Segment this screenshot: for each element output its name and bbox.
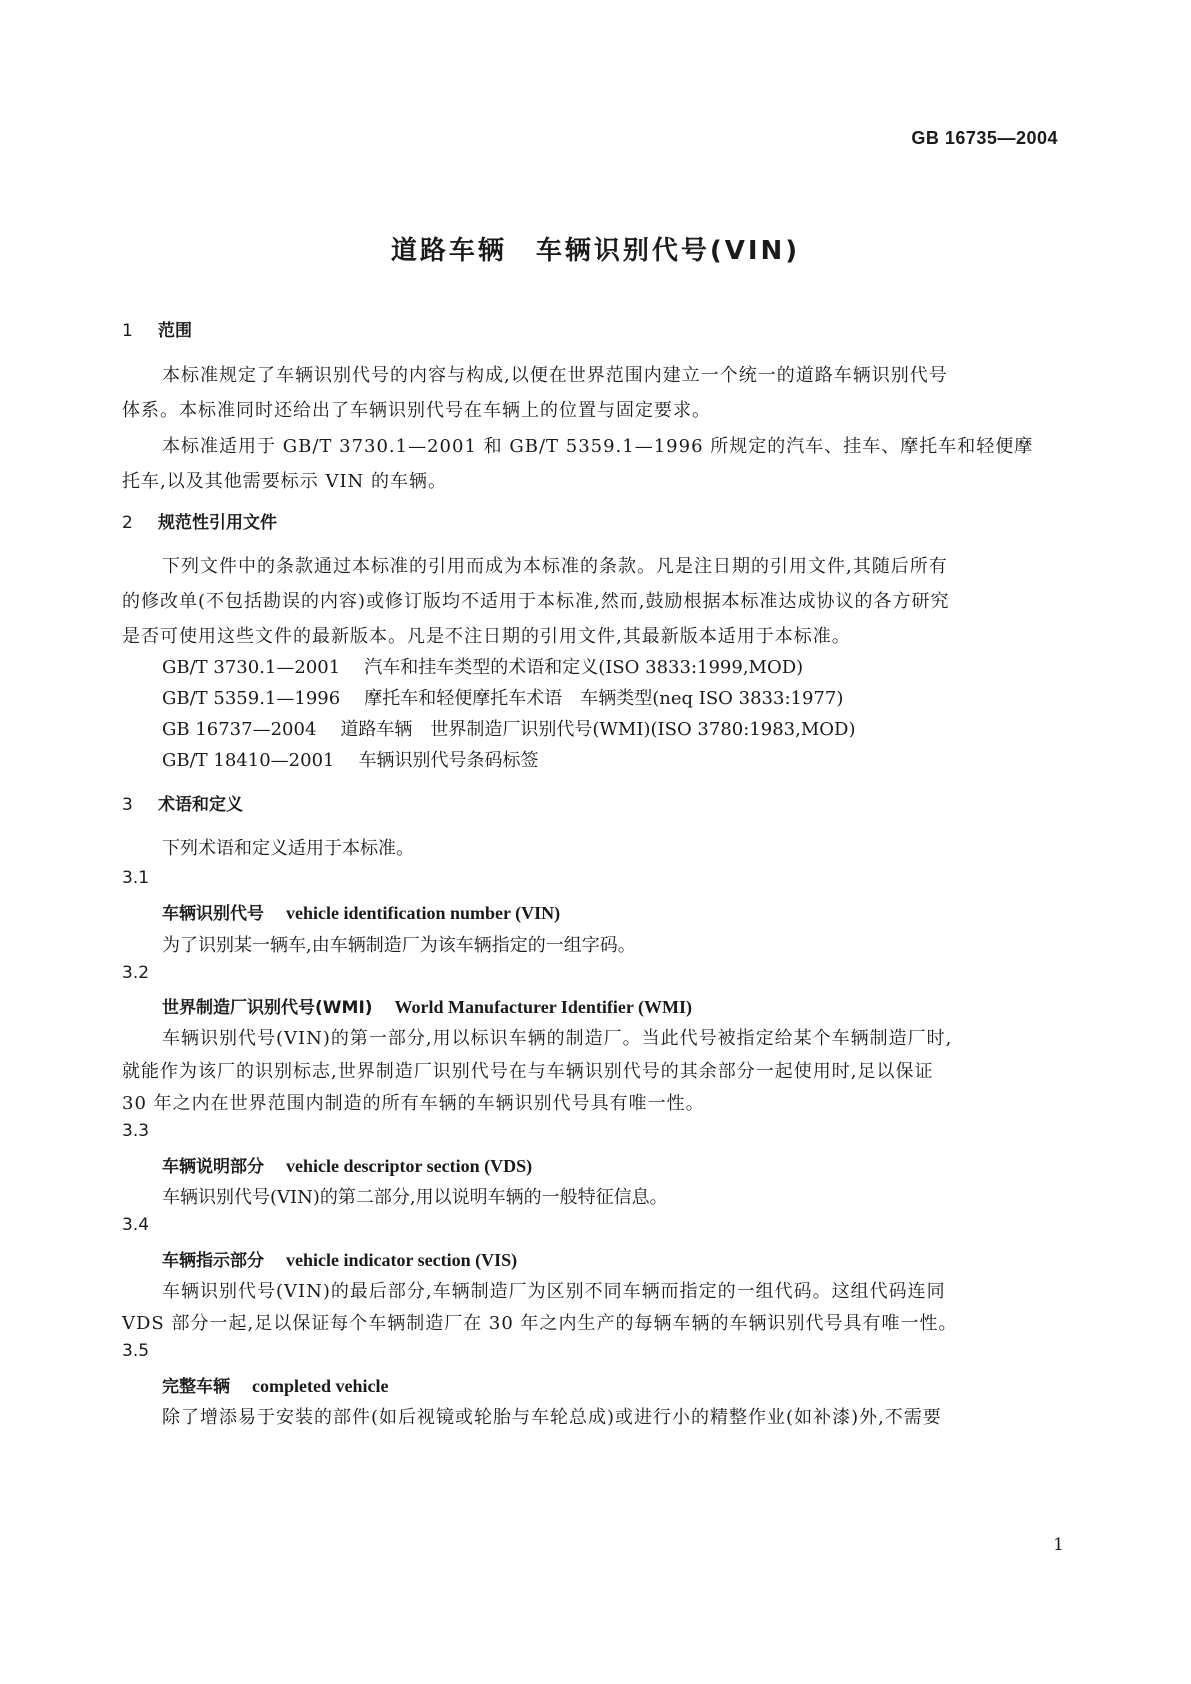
definition-line: 除了增添易于安装的部件(如后视镜或轮胎与车轮总成)或进行小的精整作业(如补漆)外,不需要 xyxy=(162,1407,942,1428)
definition-line: 车辆识别代号(VIN)的最后部分,车辆制造厂为区别不同车辆而指定的一组代码。这组代码连同 xyxy=(162,1281,946,1302)
definition-line: 车辆识别代号(VIN)的第一部分,用以标识车辆的制造厂。当此代号被指定给某个车辆制造厂时, xyxy=(162,1028,953,1049)
intro-line: 下列术语和定义适用于本标准。 xyxy=(162,838,414,859)
term-en: vehicle identification number (VIN) xyxy=(286,903,561,923)
section-number: 1 xyxy=(122,321,133,341)
definition-line: 为了识别某一辆车,由车辆制造厂为该车辆指定的一组字码。 xyxy=(162,935,636,956)
section-1-heading xyxy=(122,316,192,341)
term-number: 3.2 xyxy=(122,963,150,983)
reference-item xyxy=(162,684,843,710)
paragraph-line: 下列文件中的条款通过本标准的引用而成为本标准的条款。凡是注日期的引用文件,其随后所有 xyxy=(162,556,948,577)
term-en: World Manufacturer Identifier (WMI) xyxy=(394,997,693,1017)
section-title: 范围 xyxy=(158,321,192,341)
definition-line: 车辆识别代号(VIN)的第二部分,用以说明车辆的一般特征信息。 xyxy=(162,1187,668,1208)
section-title: 术语和定义 xyxy=(158,795,243,815)
term-zh: 完整车辆 xyxy=(162,1377,230,1397)
term-heading xyxy=(162,1152,532,1177)
reference-title: 摩托车和轻便摩托车术语 车辆类型(neq ISO 3833:1977) xyxy=(364,688,844,709)
reference-code: GB/T 18410—2001 xyxy=(162,750,335,771)
term-zh: 车辆识别代号 xyxy=(162,904,264,924)
term-heading xyxy=(162,1246,517,1271)
reference-code: GB 16737—2004 xyxy=(162,719,317,740)
term-zh: 车辆说明部分 xyxy=(162,1157,264,1177)
paragraph-line: 本标准规定了车辆识别代号的内容与构成,以便在世界范围内建立一个统一的道路车辆识别代号 xyxy=(162,365,948,386)
paragraph-line: 本标准适用于 GB/T 3730.1—2001 和 GB/T 5359.1—1996 所规定的汽车、挂车、摩托车和轻便摩 xyxy=(162,436,1034,457)
reference-title: 车辆识别代号条码标签 xyxy=(358,750,539,771)
definition-line: VDS 部分一起,足以保证每个车辆制造厂在 30 年之内生产的每辆车辆的车辆识别代号具有唯一性。 xyxy=(122,1313,958,1334)
term-en: completed vehicle xyxy=(252,1376,389,1396)
term-number: 3.4 xyxy=(122,1215,150,1235)
section-number: 3 xyxy=(122,795,133,815)
reference-title: 汽车和挂车类型的术语和定义(ISO 3833:1999,MOD) xyxy=(364,657,804,678)
section-3-heading xyxy=(122,790,243,815)
term-number: 3.3 xyxy=(122,1121,150,1141)
reference-item xyxy=(162,746,538,772)
reference-title: 道路车辆 世界制造厂识别代号(WMI)(ISO 3780:1983,MOD) xyxy=(340,719,856,740)
term-zh: 世界制造厂识别代号(WMI) xyxy=(162,998,373,1018)
term-heading xyxy=(162,993,692,1018)
reference-item xyxy=(162,715,855,741)
paragraph-line: 体系。本标准同时还给出了车辆识别代号在车辆上的位置与固定要求。 xyxy=(122,400,711,421)
term-zh: 车辆指示部分 xyxy=(162,1251,264,1271)
term-heading xyxy=(162,1372,388,1397)
paragraph-line: 是否可使用这些文件的最新版本。凡是不注日期的引用文件,其最新版本适用于本标准。 xyxy=(122,626,851,647)
section-number: 2 xyxy=(122,513,133,533)
term-en: vehicle descriptor section (VDS) xyxy=(286,1156,533,1176)
section-title: 规范性引用文件 xyxy=(158,513,277,533)
section-2-heading xyxy=(122,508,277,533)
reference-item xyxy=(162,653,803,679)
term-heading xyxy=(162,899,560,924)
paragraph-line: 的修改单(不包括勘误的内容)或修订版均不适用于本标准,然而,鼓励根据本标准达成协议的各方研究 xyxy=(122,591,950,612)
paragraph-line: 托车,以及其他需要标示 VIN 的车辆。 xyxy=(122,471,448,492)
reference-code: GB/T 3730.1—2001 xyxy=(162,657,341,678)
reference-code: GB/T 5359.1—1996 xyxy=(162,688,341,709)
document-title: 道路车辆 车辆识别代号(VIN) xyxy=(390,236,801,266)
term-en: vehicle indicator section (VIS) xyxy=(286,1250,518,1270)
definition-line: 就能作为该厂的识别标志,世界制造厂识别代号在与车辆识别代号的其余部分一起使用时,足以保证 xyxy=(122,1061,934,1082)
standard-code: GB 16735—2004 xyxy=(911,128,1058,148)
term-number: 3.1 xyxy=(122,868,150,888)
term-number: 3.5 xyxy=(122,1341,150,1361)
definition-line: 30 年之内在世界范围内制造的所有车辆的车辆识别代号具有唯一性。 xyxy=(122,1093,705,1114)
page-number: 1 xyxy=(1053,1535,1064,1555)
